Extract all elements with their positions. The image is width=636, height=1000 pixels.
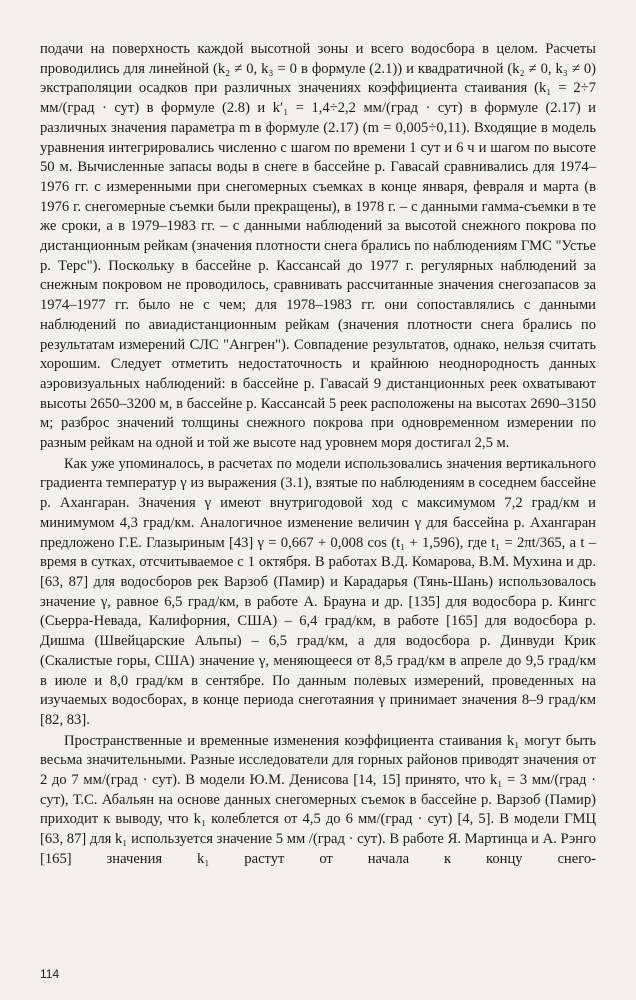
page-number: 114	[40, 967, 60, 981]
text-body	[40, 40, 596, 870]
paragraph-3: Пространственные и временные изменения коэффициента стаивания k₁ могут быть весьма значительными. Разные исследователи для горных районов приводят значения от 2 до 7 мм/(град · сут). В модели Ю.М. Денисова [14, 15] принято, что k₁ = 3 мм/(град · сут), Т.С. Абальян на основе данных снегомерных съемок в бассейне р. Варзоб (Памир) приходит к выводу, что k₁ колеблется от 4,5 до 6 мм/(град · сут) [4, 5]. В модели ГМЦ [63, 87] для k₁ используется значение 5 мм /(град · сут). В работе Я. Мартинца и А. Рэнго [165] значения k₁ растут от начала к концу снего-	[40, 732, 596, 867]
paragraph-2: Как уже упоминалось, в расчетах по модели использовались значения вертикального градиента температур γ из выражения (3.1), взятые по наблюдениям в соседнем бассейне р. Ахангаран. Значения γ имеют внутригодовой ход с максимумом 7,2 град/км и минимумом 4,3 град/км. Аналогичное изменение величин γ для бассейна р. Ахангаран предложено Г.Е. Глазыриным [43] γ = 0,667 + 0,008 cos (t₁ + 1,596), где t₁ = 2πt/365, а t – время в сутках, отсчитываемое с 1 октября. В работах В.Д. Комарова, В.М. Мухина и др. [63, 87] для водосборов рек Варзоб (Памир) и Карадарья (Тянь-Шань) использовалось значение γ, равное 6,5 град/км, в работе А. Брауна и др. [135] для водосбора р. Кингс (Сьерра-Невада, Калифорния, США) – 6,4 град/км, в работе [165] для водосбора р. Дишма (Швейцарские Альпы) – 6,5 град/км, а для водосбора р. Динвуди Крик (Скалистые горы, США) значение γ, меняющееся от 8,5 град/км в апреле до 9,5 град/км в июле и 8,0 град/км в сентябре. По данным полевых измерений, проведенных на изучаемых водосборах, в конце периода снеготаяния γ принимает значения 8–9 град/км [82, 83].	[40, 455, 596, 728]
paragraph-1: подачи на поверхность каждой высотной зоны и всего водосбора в целом. Расчеты проводились для линейной (k₂ ≠ 0, k₃ = 0 в формуле (2.1)) и квадратичной (k₂ ≠ 0, k₃ ≠ 0) экстраполяции осадков при различных значениях коэффициента стаивания (k₁ = 2÷7 мм/(град · сут) в формуле (2.8) и k′₁ = 1,4÷2,2 мм/(град · сут) в формуле (2.17) и различных значения параметра m в формуле (2.17) (m = 0,005÷0,11). Входящие в модель уравнения интегрировались численно с шагом по времени 1 сут и 6 ч и шагом по высоте 50 м. Вычисленные запасы воды в снеге в бассейне р. Гавасай сравнивались для 1974–1976 гг. с измеренными при снегомерных съемках в конце января, февраля и марта (в 1976 г. снегомерные съемки были прекращены), в 1978 г. – с данными гамма-съемки в те же сроки, а в 1979–1983 гг. – с данными наблюдений за высотой снежного покрова по дистанционным рейкам (значения плотности снега брались по наблюдениям ГМС "Устье р. Терс"). Поскольку в бассейне р. Кассансай до 1977 г. регулярных наблюдений за снежным покровом не проводилось, сравнивать рассчитанные значения снегозапасов за 1974–1977 гг. было не с чем; для 1978–1983 гг. они сопоставлялись с данными наблюдений по авиадистанционным рейкам (значения плотности снега брались по результатам измерений СЛС "Ангрен"). Совпадение результатов, однако, нельзя считать хорошим. Следует отметить недостаточность и крайнюю неоднородность данных аэровизуальных наблюдений: в бассейне р. Гавасай 9 дистанционных реек охватывают высоты 2650–3200 м, в бассейне р. Кассансай 5 реек расположены на высотах 2690–3150 м; разброс значений толщины снежного покрова при одновременном измерении по разным рейкам на одной и той же высоте над уровнем моря достигал 2,5 м.	[40, 41, 596, 452]
